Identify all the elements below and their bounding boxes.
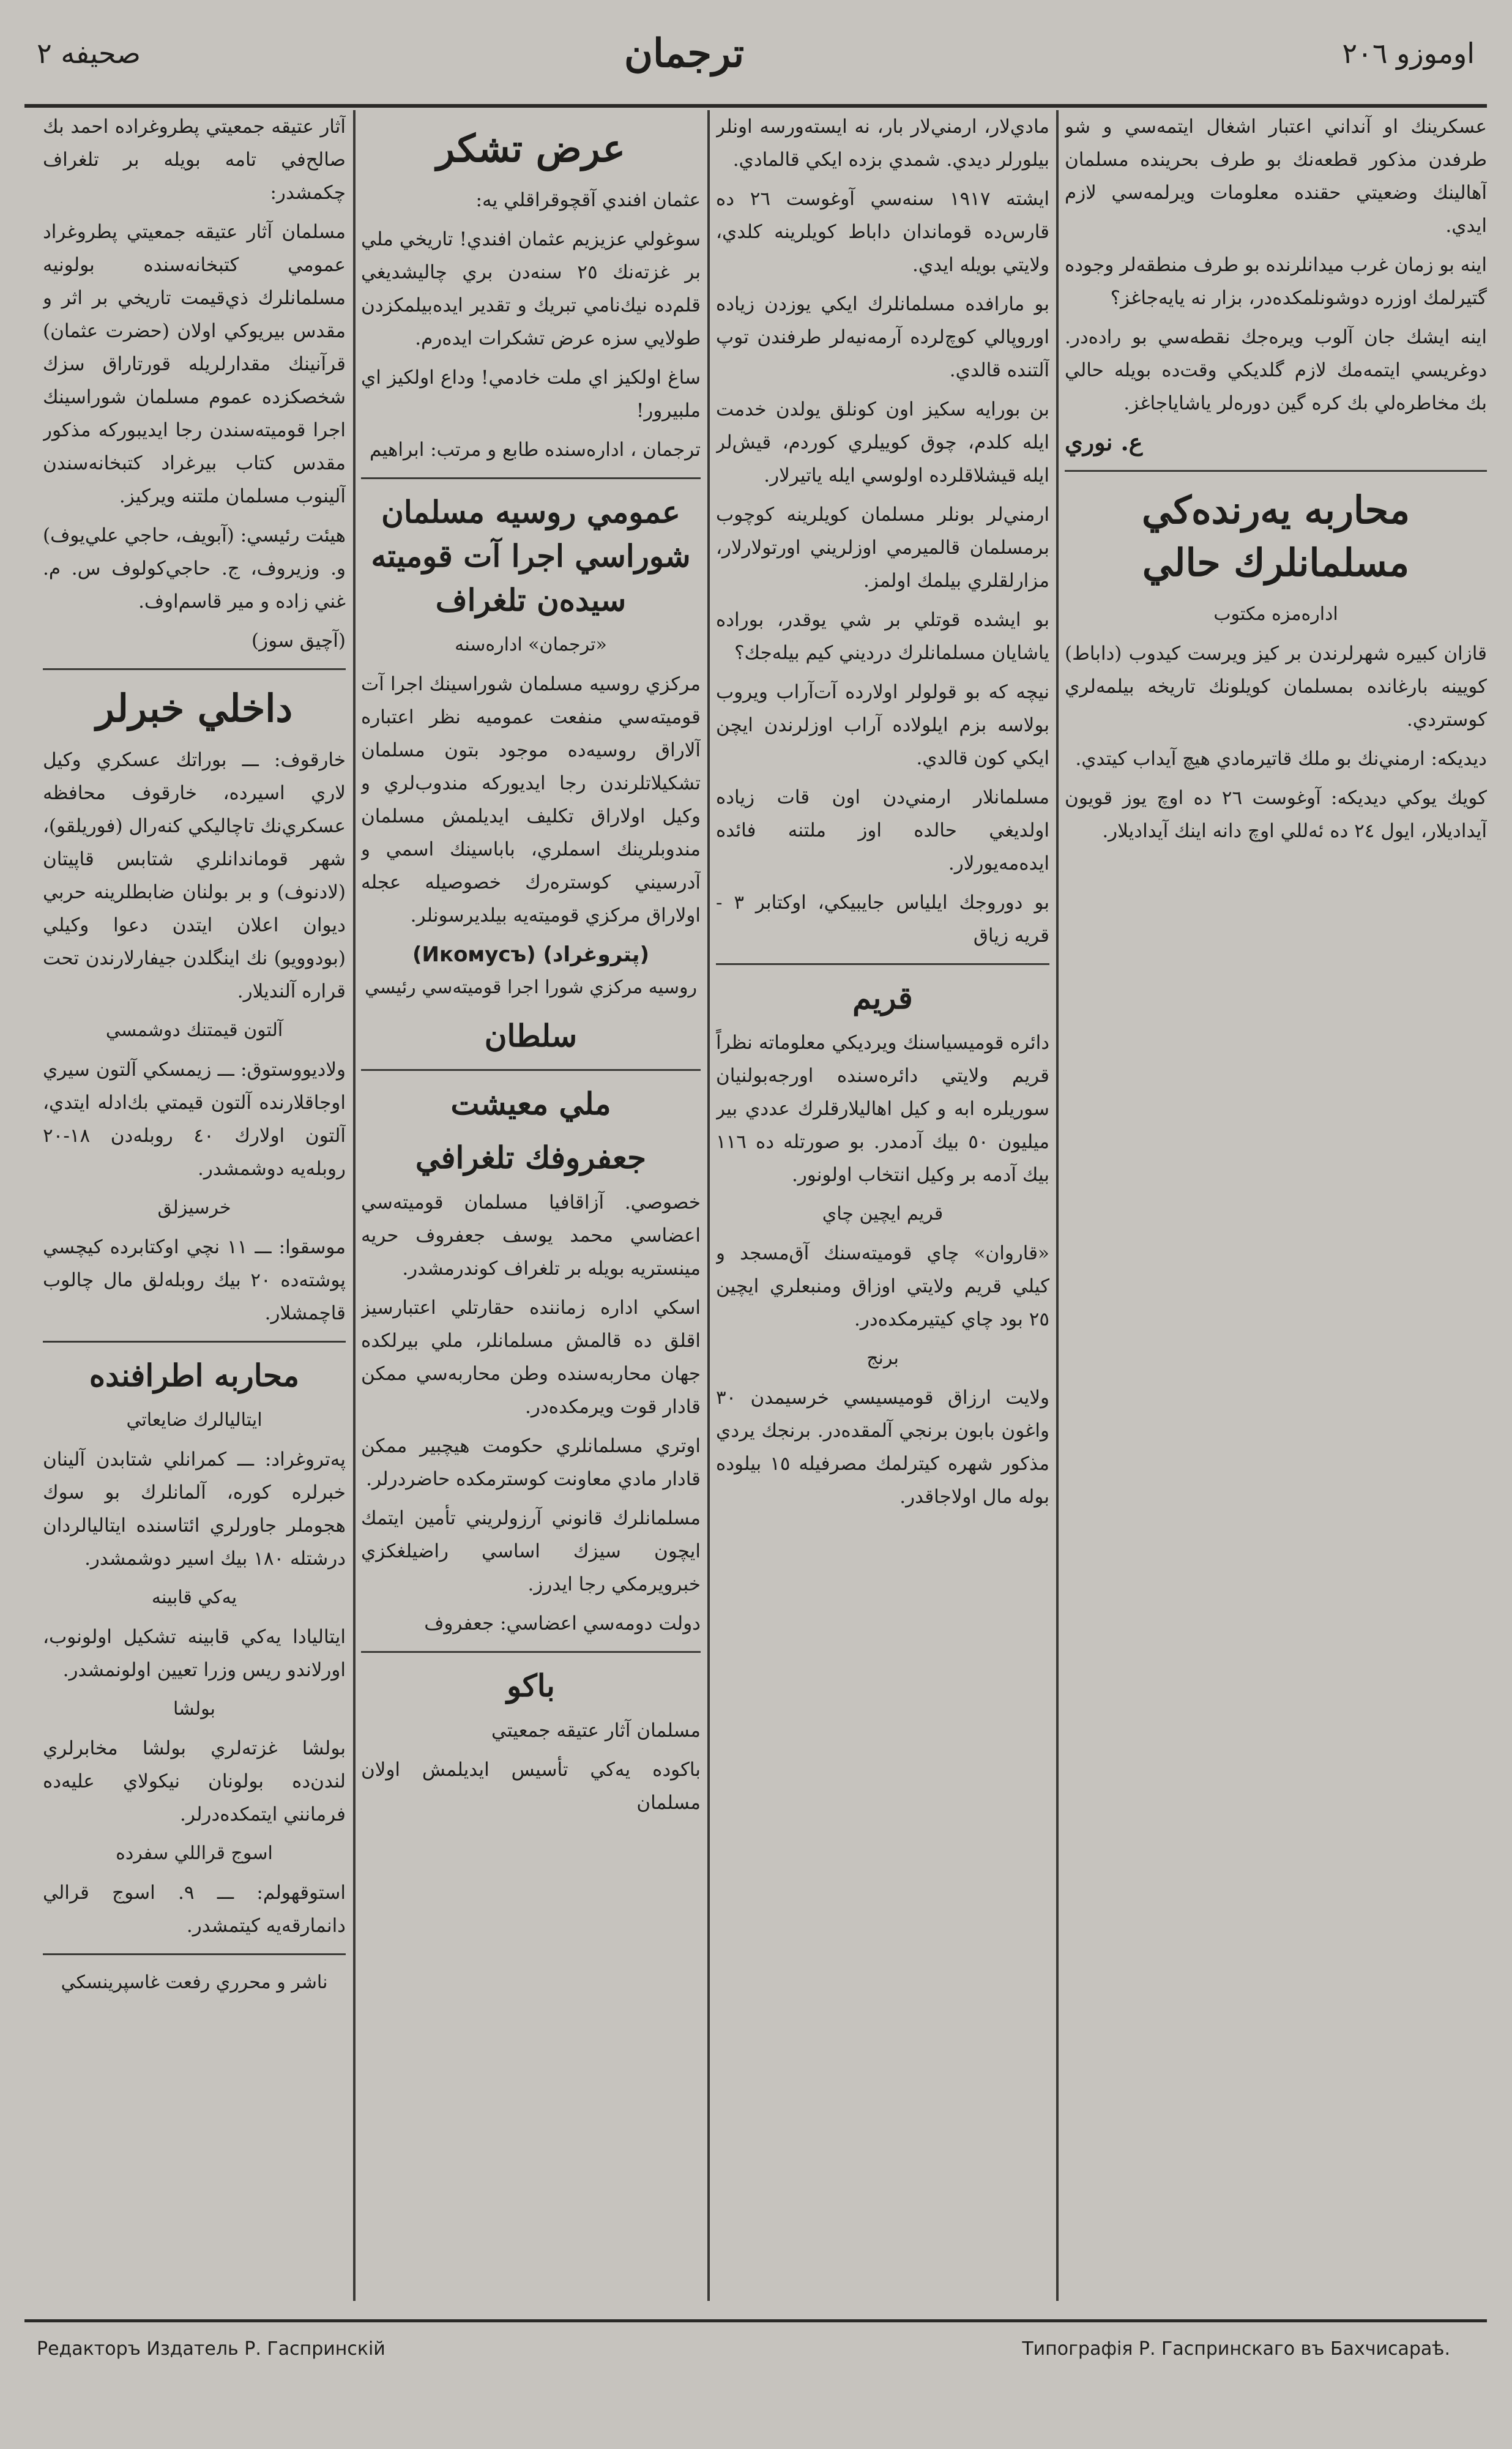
author-signature: ع. نوري bbox=[1065, 428, 1143, 456]
item-heading: اسوج قراللي سفرده bbox=[116, 1843, 273, 1864]
article-title: عمومي روسيه مسلمان شوراسي اجرا آت قوميته سيده‌ن تلغراف bbox=[371, 494, 691, 618]
divider bbox=[43, 1953, 346, 1955]
paragraph: ايتاليادا يه‌كي قابينه تشكيل اولونوب، اورلاندو ريس وزرا تعيين اولونمشدر. bbox=[43, 1626, 346, 1681]
paragraph: ديديكه: ارمني‌نك بو ملك قاتيرمادي هيچ آيداب كيتدي. bbox=[1075, 748, 1487, 770]
divider bbox=[716, 963, 1049, 965]
column-4 bbox=[43, 110, 346, 2301]
paragraph: ولاديووستوق: ـــ زيمسكي آلتون سيري اوجاقلارنده آلتون قيمتي بك‌ادله ايتدي، آلتون اولارك ٤٠ روبله‌دن ١٨-٢٠ روبله‌يه دوشمشدر. bbox=[43, 1059, 346, 1180]
item-heading: يه‌كي قابينه bbox=[151, 1587, 237, 1608]
paragraph: مسلمانلرك قانوني آرزولريني تأمين ايتمك ايچون سيزك اساسي راضيلغكزي خبرويرمكي رجا ايدرز. bbox=[361, 1507, 701, 1595]
printer-line: Типографія Р. Гаспринскаго въ Бахчисараѣ. bbox=[1022, 2338, 1450, 2360]
column-rule bbox=[353, 110, 356, 2301]
footer-bar bbox=[24, 2319, 1487, 2396]
paragraph: مادي‌لار، ارمني‌لار بار، نه ايسته‌ورسه اونلر بيلور‌لر ديدي. شمدي بزده ايكي قالمادي. bbox=[716, 116, 1049, 171]
paragraph: استوقهولم: ـــ ٩. اسوج قرالي دانمارقه‌يه كيتمشدر. bbox=[43, 1882, 346, 1937]
section-title: قريم bbox=[852, 980, 913, 1016]
masthead-bar bbox=[24, 24, 1487, 108]
paragraph: خارقوف: ـــ بوراتك عسكري وكيل لاري اسيرده، خارقوف محافظه عسكري‌نك تاچاليكي كنه‌رال (فوريلقو)، شهر قوماندانلري شتابس قاپيتان (لادنوف) و بر بولنان ضابطلرينه حربي ديوان اعلان ايتدن دعوا وكيلي (بودوويو) نك اينگلدن جيفارلارندن تحت قراره آلنديلار. bbox=[43, 749, 346, 1002]
paragraph: ارمني‌لر بونلر مسلمان كويلرينه كوچوب برمسلمان قالميرمي اوزلريني اورتولارلار، مزارلقلري بيلمك اولمز. bbox=[716, 504, 1049, 592]
section-title: ملي معيشت bbox=[450, 1086, 611, 1122]
article-subtitle: ايتاليالرك ضايعاتي bbox=[126, 1409, 263, 1431]
paragraph: دولت دومه‌سي اعضاسي: جعفروف bbox=[424, 1612, 701, 1635]
paragraph: مركزي روسيه مسلمان شوراسينك اجرا آت قوميته‌سي منفعت عموميه نظر اعتباره آلاراق روسيه‌ده موجود بتون مسلمان تشكيلاتلرندن رجا ايديوركه مندوب‌لري و وكيل اولاراق تكليف ايديلمش مسلمان مندوبلرينك اسملري، باباسينك اسمي و آدرسيني كوستره‌رك خصوصيله عجله اولاراق مركزي قوميته‌يه بيلديرسونلر. bbox=[361, 673, 701, 926]
article-subtitle: «ترجمان» اداره‌سنه bbox=[455, 634, 607, 655]
dateline: بو دوروجك ايلياس جايبيكي، اوكتابر ٣ - قريه زياق bbox=[716, 892, 1049, 947]
paragraph: موسقوا: ـــ ١١ نچي اوكتابرده كيچسي پوشته‌ده ٢٠ بيك روبله‌لق مال چالوب قاچمشلار. bbox=[43, 1236, 346, 1324]
article-title: جعفروفك تلغرافي bbox=[415, 1139, 647, 1176]
divider bbox=[1065, 470, 1487, 472]
item-heading: برنج bbox=[866, 1348, 899, 1369]
divider bbox=[43, 668, 346, 670]
paragraph: ايشته ١٩١٧ سنه‌سي آوغوست ٢٦ ده قارس‌ده قوماندان داباط كويلرينه كلدي، ولايتي بويله ايدي. bbox=[716, 188, 1049, 276]
divider bbox=[43, 1341, 346, 1343]
divider bbox=[361, 477, 701, 479]
paragraph: سوغولي عزيزيم عثمان افندي! تاريخي ملي بر غزته‌نك ٢٥ سنه‌دن بري چاليشديغي قلم‌ده نيك‌نامي تبريك و تقدير ايده‌بيلمكزدن طولايي سزه عرض تشكرات ايده‌رم. bbox=[361, 228, 701, 349]
paragraph: اوتري مسلمانلري حكومت هيچبير ممكن قادار مادي معاونت كوسترمكده حاضردرلر. bbox=[361, 1435, 701, 1490]
paragraph: خصوصي. آزاقافيا مسلمان قوميته‌سي اعضاسي محمد يوسف جعفروف حريه مينستريه بويله بر تلغراف كوندرمشدر. bbox=[361, 1191, 701, 1280]
page-number: صحيفه ٢ bbox=[37, 37, 141, 70]
paragraph: ترجمان ، اداره‌سنده طابع و مرتب: ابراهيم bbox=[370, 439, 701, 461]
column-1 bbox=[1065, 110, 1487, 2301]
paragraph: بو ايشده قوتلي بر شي يوقدر، بوراده ياشايان مسلمانلرك درديني كيم بيله‌جك؟ bbox=[716, 609, 1049, 664]
paragraph: باكوده يه‌كي تأسيس ايديلمش اولان مسلمان bbox=[361, 1759, 701, 1814]
signatory-name: سلطان bbox=[484, 1018, 578, 1054]
paragraph: هيئت رئيسي: (آبويف، حاجي علي‌يوف) و. وزيروف، ج. حاجي‌كولوف س. م. غني زاده و مير قاسم‌اوف. bbox=[43, 524, 346, 613]
paragraph: نيچه كه بو قولولر اولارده آت‌آراب ويروب بولاسه بزم ايلولاده آراب اوزلرندن ايچن ايكي كون قالدي. bbox=[716, 681, 1049, 769]
paragraph: اسكي اداره زماننده حقارتلي اعتبارسيز اقلق ده قالمش مسلمانلر، ملي بيرلكده جهان محاربه‌سنده وطن محاربه‌سي ممكن قادار قوت ويرمكده‌در. bbox=[361, 1297, 701, 1418]
item-heading: آلتون قيمتنك دوشمسي bbox=[105, 1019, 283, 1041]
paragraph: ساغ اولكيز اي ملت خادمي! وداع اولكيز اي ملبيرور! bbox=[361, 367, 701, 422]
paragraph: بو مارافده مسلمانلرك ايكي يوزدن زياده اوروپالي كوچ‌لرده آرمه‌نيه‌لر طرفندن توپ آلتنده قالدي. bbox=[716, 293, 1049, 381]
paragraph: عسكرينك او آنداني اعتبار اشغال ايتمه‌سي و شو طرفدن مذكور قطعه‌نك بو طرف بحرينده مسلمان آهالينك وضعيتي حقنده معلومات ويرلمه‌سي لازم ايدي. bbox=[1065, 116, 1487, 237]
source-credit: (آچيق سوز) bbox=[251, 630, 346, 652]
paragraph: اينه بو زمان غرب ميدانلرنده بو طرف منطقه‌لر وجوده گتيرلمك اوزره دوشونلمكده‌در، بزار نه يايه‌جاغز؟ bbox=[1065, 254, 1487, 309]
paragraph: مسلمان آثار عتيقه جمعيتي bbox=[491, 1720, 701, 1742]
paragraph: په‌تروغراد: ـــ كمرانلي شتابدن آلينان خبرلره كوره، آلمانلرك بو سوك هجوملر جاورلري ائتاسنده ايتاليالردان درشتله ١٨٠ بيك اسير دوشمشدر. bbox=[43, 1448, 346, 1570]
telegraph-address: (Икомусъ) (پتروغراد) bbox=[412, 942, 649, 967]
closing-line: روسيه مركزي شورا اجرا قوميته‌سي رئيسي bbox=[365, 977, 697, 998]
paragraph: اينه ايشك جان آلوب ويره‌جك نقطه‌سي بو راده‌در. دوغريسي ايتمه‌مك لازم گلديكي وقت‌ده بويله حالي بك مخاطره‌لي بك كره گين دوره‌لر ياشاياجاغز. bbox=[1065, 326, 1487, 414]
column-3 bbox=[361, 110, 701, 2301]
article-title: محاربه يه‌رنده‌كي مسلمانلرك حالي bbox=[1141, 488, 1410, 585]
divider bbox=[361, 1069, 701, 1071]
column-2 bbox=[716, 110, 1049, 2301]
issue-number: اوموزو ٢٠٦ bbox=[1342, 37, 1475, 70]
paragraph: بولشا غزته‌لري بولشا مخابرلري لندن‌ده بولونان نيكولاي عليه‌ده فرمانني ايتمكده‌درلر. bbox=[43, 1737, 346, 1825]
paragraph: عثمان افندي آقچوقراقلي يه: bbox=[475, 189, 701, 211]
paragraph: دائره قوميسياسنك ويرديكي معلوماته نظراً قريم ولايتي دائره‌سنده اورجه‌بولنيان سوريلره ابه و كيل اهاليلارقلرك عددي بير ميليون ٥٠ بيك آدمدر. بو صورتله ده ١١٦ بيك آدمه بر وكيل انتخاب اولونور. bbox=[716, 1032, 1049, 1186]
paragraph: آثار عتيقه جمعيتي پطروغراده احمد بك صالح‌في تامه بويله بر تلغراف چكمشدر: bbox=[43, 116, 346, 204]
item-heading: بولشا bbox=[173, 1698, 215, 1720]
section-title: داخلي خبرلر bbox=[95, 686, 293, 731]
editor-line: Редакторъ Издатель Р. Гаспринскій bbox=[37, 2338, 385, 2360]
section-title: محاربه اطرافنده bbox=[89, 1357, 300, 1393]
item-heading: خرسيزلق bbox=[157, 1197, 231, 1218]
item-heading: قريم ايچين چاي bbox=[822, 1203, 944, 1224]
article-title: عرض تشكر bbox=[436, 126, 625, 171]
paragraph: قازان كبيره شهرلرندن بر كيز ويرست كيدوب (داباط) كويينه بارغانده بمسلمان كويلونك تاريخه بيلمه‌لري كوستردي. bbox=[1065, 643, 1487, 731]
column-rule bbox=[707, 110, 710, 2301]
paragraph: بن بورايه سكيز اون كونلق يولدن خدمت ايله كلدم، چوق كوييلري كوردم، قيش‌لر ايله قيشلاقلرده اولوسي ايلە ياتيرلار. bbox=[716, 398, 1049, 486]
column-rule bbox=[1056, 110, 1059, 2301]
article-subtitle: اداره‌مزه مكتوب bbox=[1213, 603, 1338, 625]
paragraph: «قاروان» چاي قوميته‌سنك آق‌مسجد و كيلي قريم ولايتي اوزاق ومنبعلري ايچين ٢٥ بود چاي كيتيرمكده‌در. bbox=[716, 1242, 1049, 1330]
paragraph: ولايت ارزاق قوميسيسي خرسيمدن ٣٠ واغون بابون برنجي آلمقده‌در. برنجك يردي مذكور شهره كيترلمك مصرفيله ١٥ بيلوده بوله مال اولاجاقدر. bbox=[716, 1387, 1049, 1508]
section-title: باكو bbox=[507, 1668, 555, 1704]
divider bbox=[361, 1651, 701, 1653]
masthead-title: ترجمان bbox=[624, 31, 745, 76]
publisher-line: ناشر و محرري رفعت غاسپرينسكي bbox=[61, 1972, 328, 1993]
paragraph: مسلمان آثار عتيقه جمعيتي پطروغراد عمومي كتبخانه‌سنده بولونيه مسلمانلرك ذي‌قيمت تاريخي بر اثر و مقدس بيريوكي اولان (حضرت عثمان) قرآنينك مقدارلريله قورتاراق سزك شخصكزده عموم مسلمان شوراسينك اجرا قوميته‌سندن رجا ايديبوركه مذكور مقدس كتاب بيرغراد كتبخانه‌سندن آلينوب مسلمان ملتنه ويركيز. bbox=[43, 221, 346, 507]
paragraph: مسلمانلار ارمني‌دن اون قات زياده اولديغي حالده اوز ملتنه فائده ايده‌مه‌يورلار. bbox=[716, 786, 1049, 874]
paragraph: كويك يوكي ديديكه: آوغوست ٢٦ ده اوچ يوز قويون آيداديلار، ايول ٢٤ ده ئه‌للي اوچ دانه اينك آيداديلار. bbox=[1065, 787, 1487, 842]
